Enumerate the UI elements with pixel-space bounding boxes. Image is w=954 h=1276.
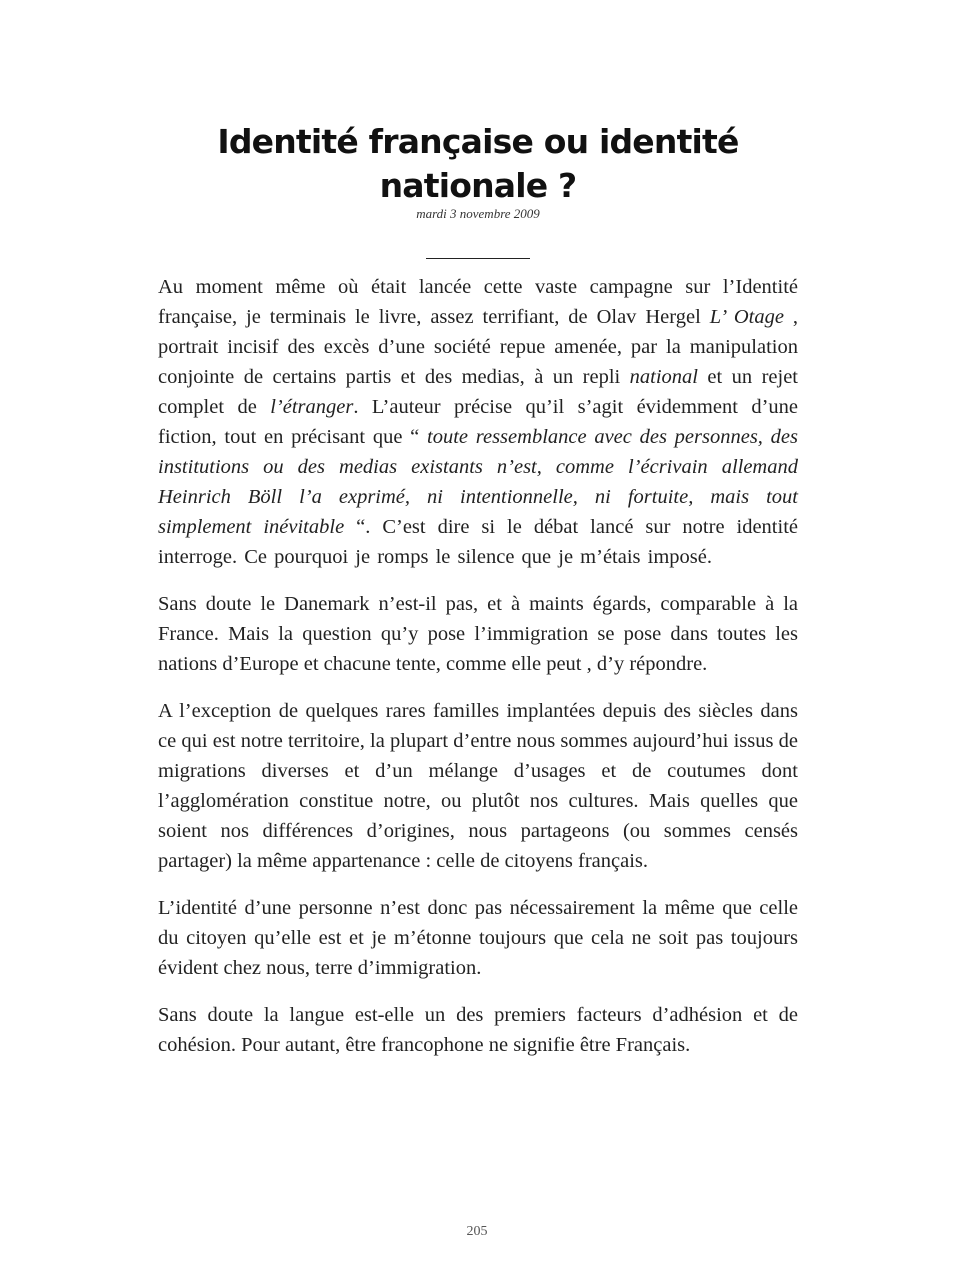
paragraph-3: A l’exception de quelques rares familles implantées depuis des siècles dans ce qui est notre territoire, la plupart d’entre nous sommes aujourd’hui issus de migrations diverses et d’un mélange d’usages et de coutumes dont l’agglomération constitue notre, ou plutôt nos cultures. Mais quelles que soient nos différences d’origines, nous partageons (ou sommes censés partager) la même appartenance : celle de citoyens français. <box>158 700 798 872</box>
page-number: 205 <box>466 1224 488 1239</box>
emphasis-etranger: l’étranger <box>270 396 354 418</box>
paragraph-1-text-c: , portrait incisif des excès d’une société repue amenée, par la manipulation conjointe de certains partis et des medias, à un repli <box>158 306 798 388</box>
quotation: toute ressemblance avec des personnes, des institutions ou des medias existants n’est, comme l’écrivain allemand Heinrich Böll l’a exprimé, ni intentionnelle, ni fortuite, mais tout simplement inévitable <box>158 426 799 538</box>
page-title: Identité française ou identité nationale ? <box>217 122 739 205</box>
paragraph-1 <box>158 272 798 572</box>
paragraph-1-text-a: Au moment même où était lancée cette vaste campagne sur l’Identité française, je terminais le livre, assez terrifiant, de Olav Hergel <box>158 276 798 328</box>
paragraph-1-text-e: et un rejet complet de <box>158 366 798 418</box>
paragraph-4: L’identité d’une personne n’est donc pas nécessairement la même que celle du citoyen qu’elle est et je m’étonne toujours que cela ne soit pas toujours évident chez nous, terre d’immigration. <box>158 897 798 979</box>
book-title: L’ Otage <box>709 306 784 328</box>
emphasis-national: national <box>629 366 698 388</box>
article-body <box>158 272 798 1077</box>
paragraph-2: Sans doute le Danemark n’est-il pas, et à maints égards, comparable à la France. Mais la question qu’y pose l’immigration se pose dans toutes les nations d’Europe et chacune tente, comme elle peut , d’y répondre. <box>158 593 798 675</box>
article-date: mardi 3 novembre 2009 <box>416 206 540 221</box>
title-divider <box>426 258 530 259</box>
paragraph-5: Sans doute la langue est-elle un des premiers facteurs d’adhésion et de cohésion. Pour autant, être francophone ne signifie être Français. <box>158 1004 798 1056</box>
paragraph-1-text-g: . L’auteur précise qu’il s’agit évidemment d’une fiction, tout en précisant que “ <box>158 396 798 448</box>
paragraph-1-text-i: “. C’est dire si le débat lancé sur notre identité interroge. Ce pourquoi je romps le silence que je m’étais imposé. <box>158 516 798 568</box>
